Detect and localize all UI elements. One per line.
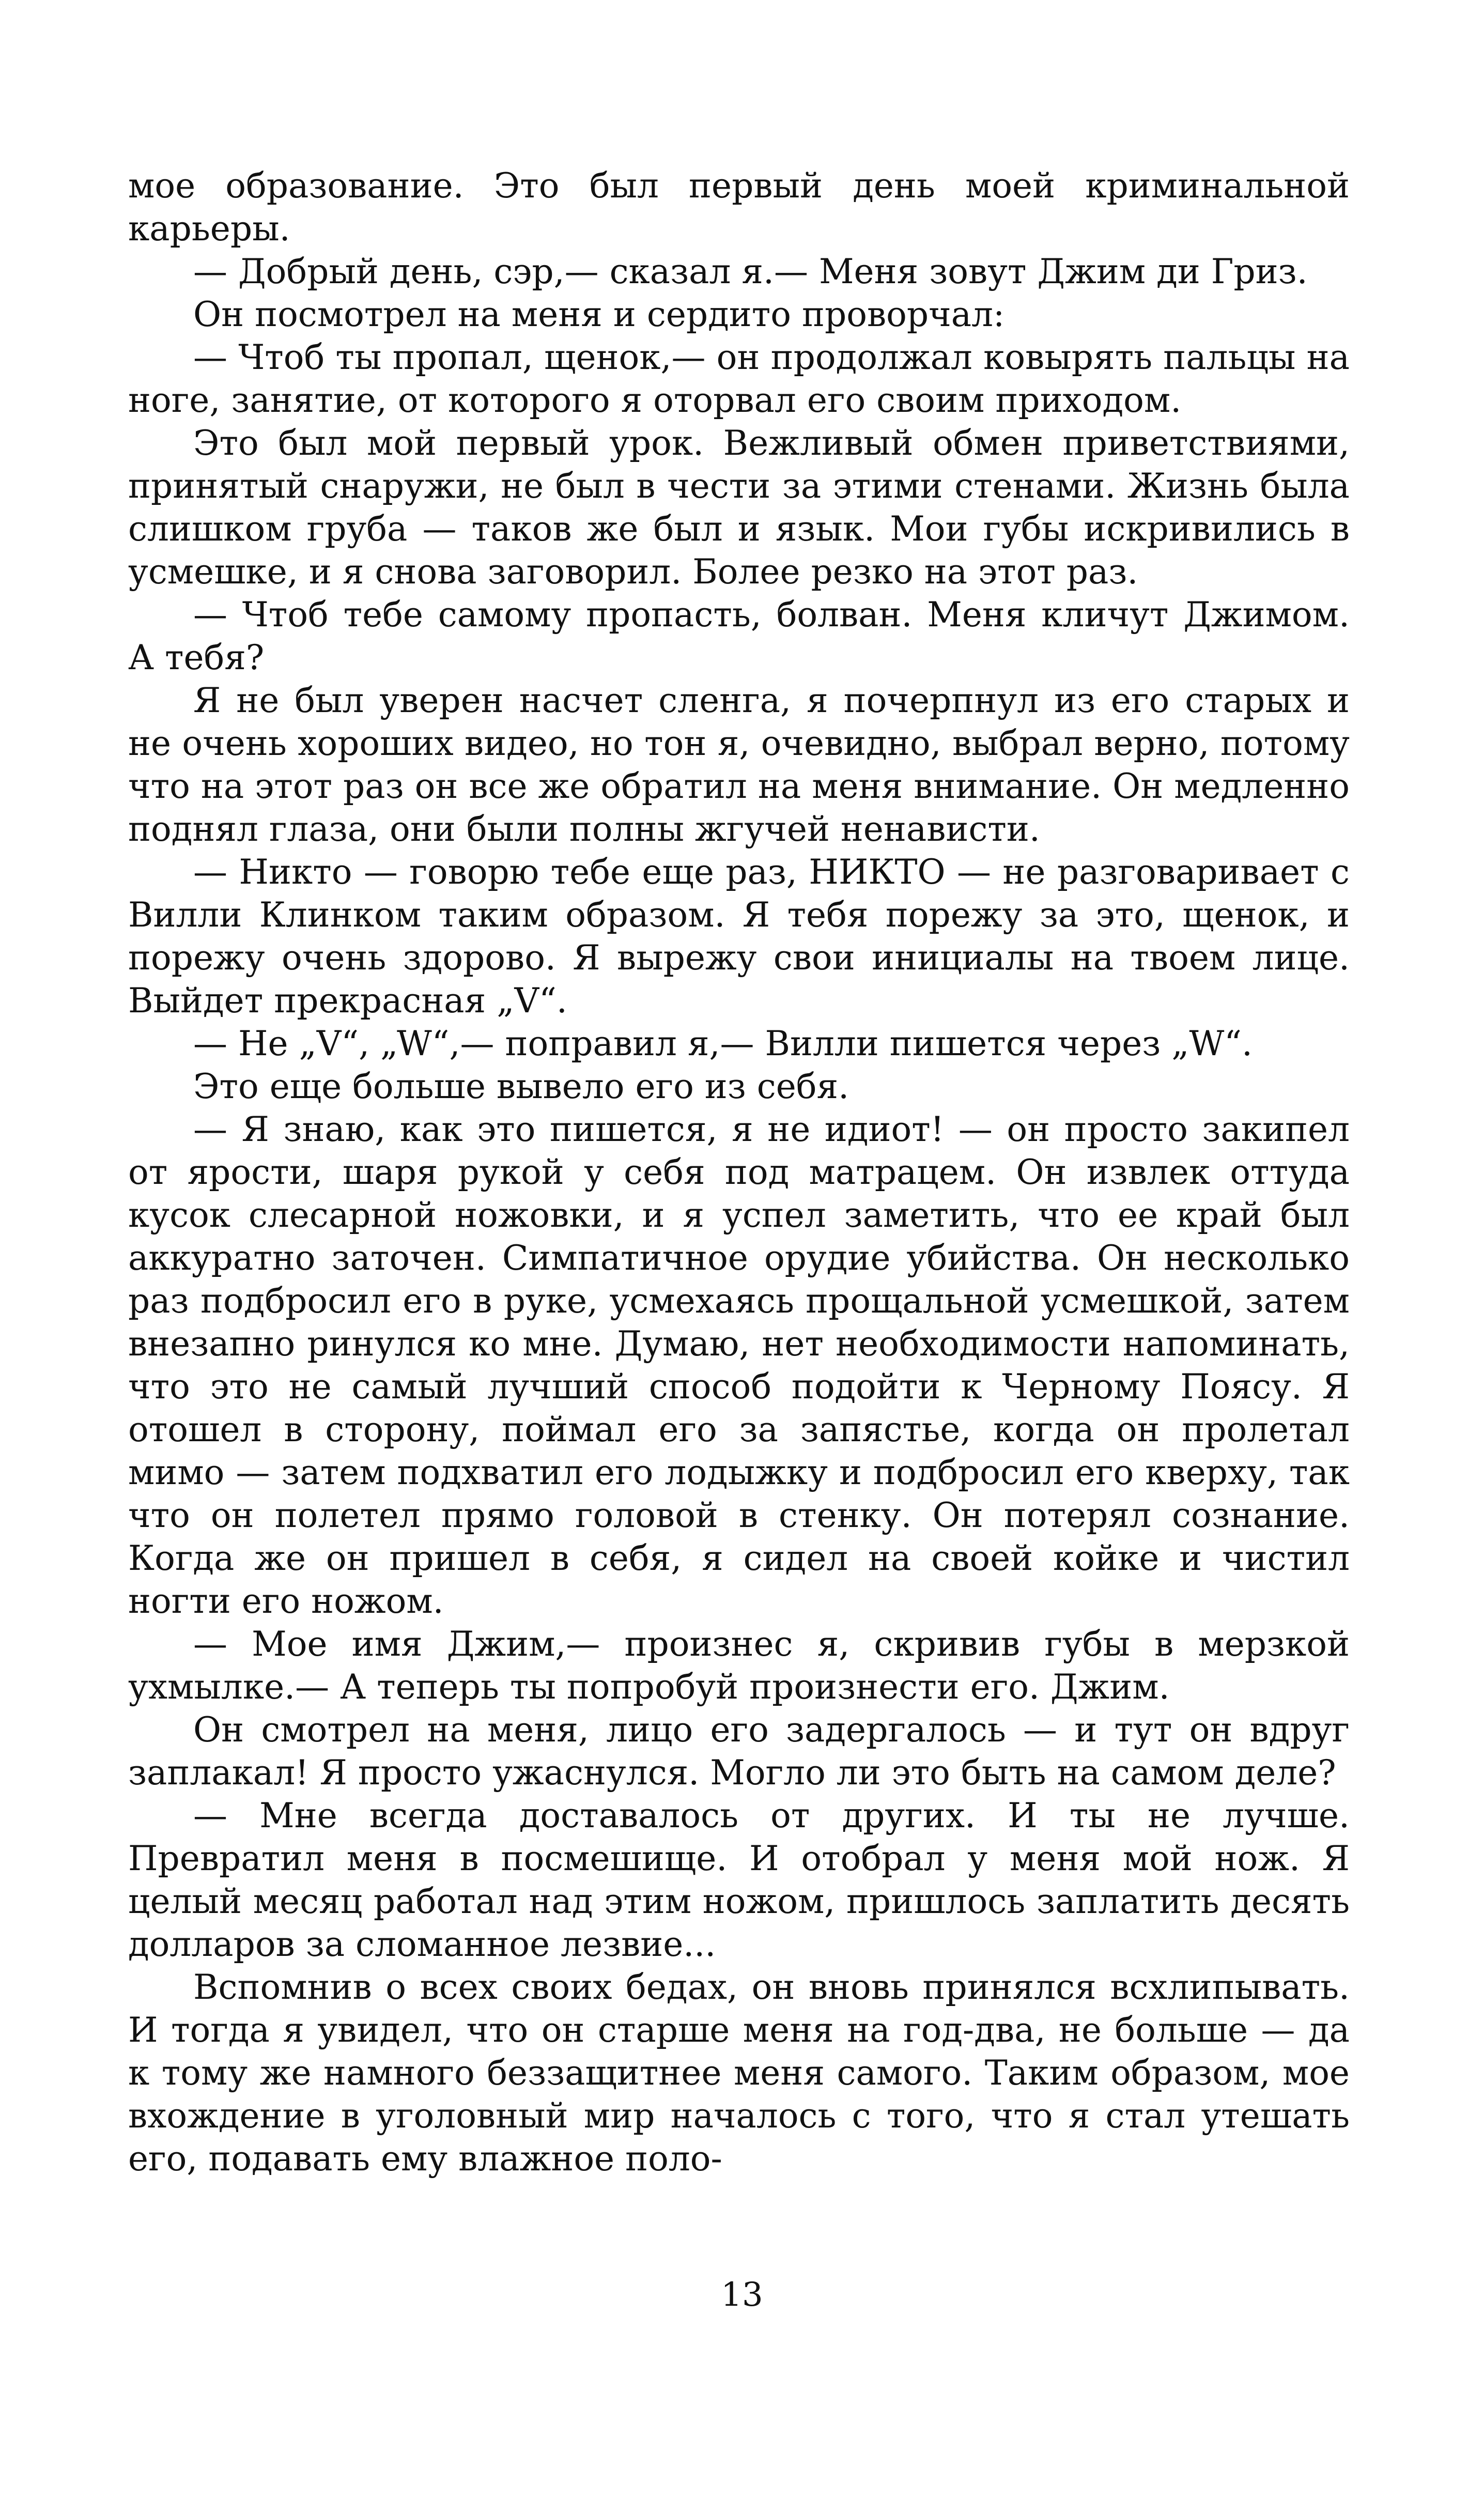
page-number: 13 [721, 2276, 763, 2314]
page-text-block [128, 164, 1350, 2180]
paragraph: Это был мой первый урок. Вежливый обмен приветствиями, принятый снаружи, не был в чести за этими стенами. Жизнь была слишком груба — таков же был и язык. Мои губы искривились в усмешке, и я снова заговорил. Более резко на этот раз. [128, 423, 1350, 592]
paragraph: — Никто — говорю тебе еще раз, НИКТО — не разговаривает с Вилли Клинком таким образом. Я тебя порежу за это, щенок, и порежу очень здорово. Я вырежу свои инициалы на твоем лице. Выйдет прекрасная „V“. [128, 852, 1350, 1021]
paragraph: Вспомнив о всех своих бедах, он вновь принялся всхлипывать. И тогда я увидел, что он старше меня на год-два, не больше — да к тому же намного беззащитнее меня самого. Таким образом, мое вхождение в уголовный мир началось с того, что я стал утешать его, подавать ему влажное поло- [128, 1967, 1350, 2179]
paragraph: — Не „V“, „W“,— поправил я,— Вилли пишется через „W“. [193, 1024, 1253, 1063]
paragraph: — Мне всегда доставалось от других. И ты не лучше. Превратил меня в посмешище. И отобрал у меня мой нож. Я целый месяц работал над этим ножом, пришлось заплатить десять долларов за сломанное лезвие... [128, 1796, 1350, 1964]
paragraph: Это еще больше вывело его из себя. [193, 1067, 849, 1106]
paragraph: мое образование. Это был первый день моей криминальной карьеры. [128, 166, 1350, 249]
paragraph: — Чтоб тебе самому пропасть, болван. Меня кличут Джимом. А тебя? [128, 595, 1350, 677]
paragraph: Он посмотрел на меня и сердито проворчал: [193, 295, 1005, 334]
paragraph: — Добрый день, сэр,— сказал я.— Меня зовут Джим ди Гриз. [193, 252, 1308, 291]
paragraph: — Я знаю, как это пишется, я не идиот! — он просто закипел от ярости, шаря рукой у себя под матрацем. Он извлек оттуда кусок слесарной ножовки, и я успел заметить, что ее край был аккуратно заточен. Симпатичное орудие убийства. Он несколько раз подбросил его в руке, усмехаясь прощальной усмешкой, затем внезапно ринулся ко мне. Думаю, нет необходимости напоминать, что это не самый лучший способ подойти к Черному Поясу. Я отошел в сторону, поймал его за запястье, когда он пролетал мимо — затем подхватил его лодыжку и подбросил его кверху, так что он полетел прямо головой в стенку. Он потерял сознание. Когда же он пришел в себя, я сидел на своей койке и чистил ногти его ножом. [128, 1109, 1350, 1621]
paragraph: — Мое имя Джим,— произнес я, скривив губы в мерзкой ухмылке.— А теперь ты попробуй произнести его. Джим. [128, 1624, 1350, 1707]
paragraph: Он смотрел на меня, лицо его задергалось — и тут он вдруг заплакал! Я просто ужаснулся. Могло ли это быть на самом деле? [128, 1710, 1350, 1793]
paragraph: Я не был уверен насчет сленга, я почерпнул из его старых и не очень хороших видео, но тон я, очевидно, выбрал верно, потому что на этот раз он все же обратил на меня внимание. Он медленно поднял глаза, они были полны жгучей ненависти. [128, 681, 1350, 849]
paragraph: — Чтоб ты пропал, щенок,— он продолжал ковырять пальцы на ноге, занятие, от которого я оторвал его своим приходом. [128, 337, 1350, 420]
